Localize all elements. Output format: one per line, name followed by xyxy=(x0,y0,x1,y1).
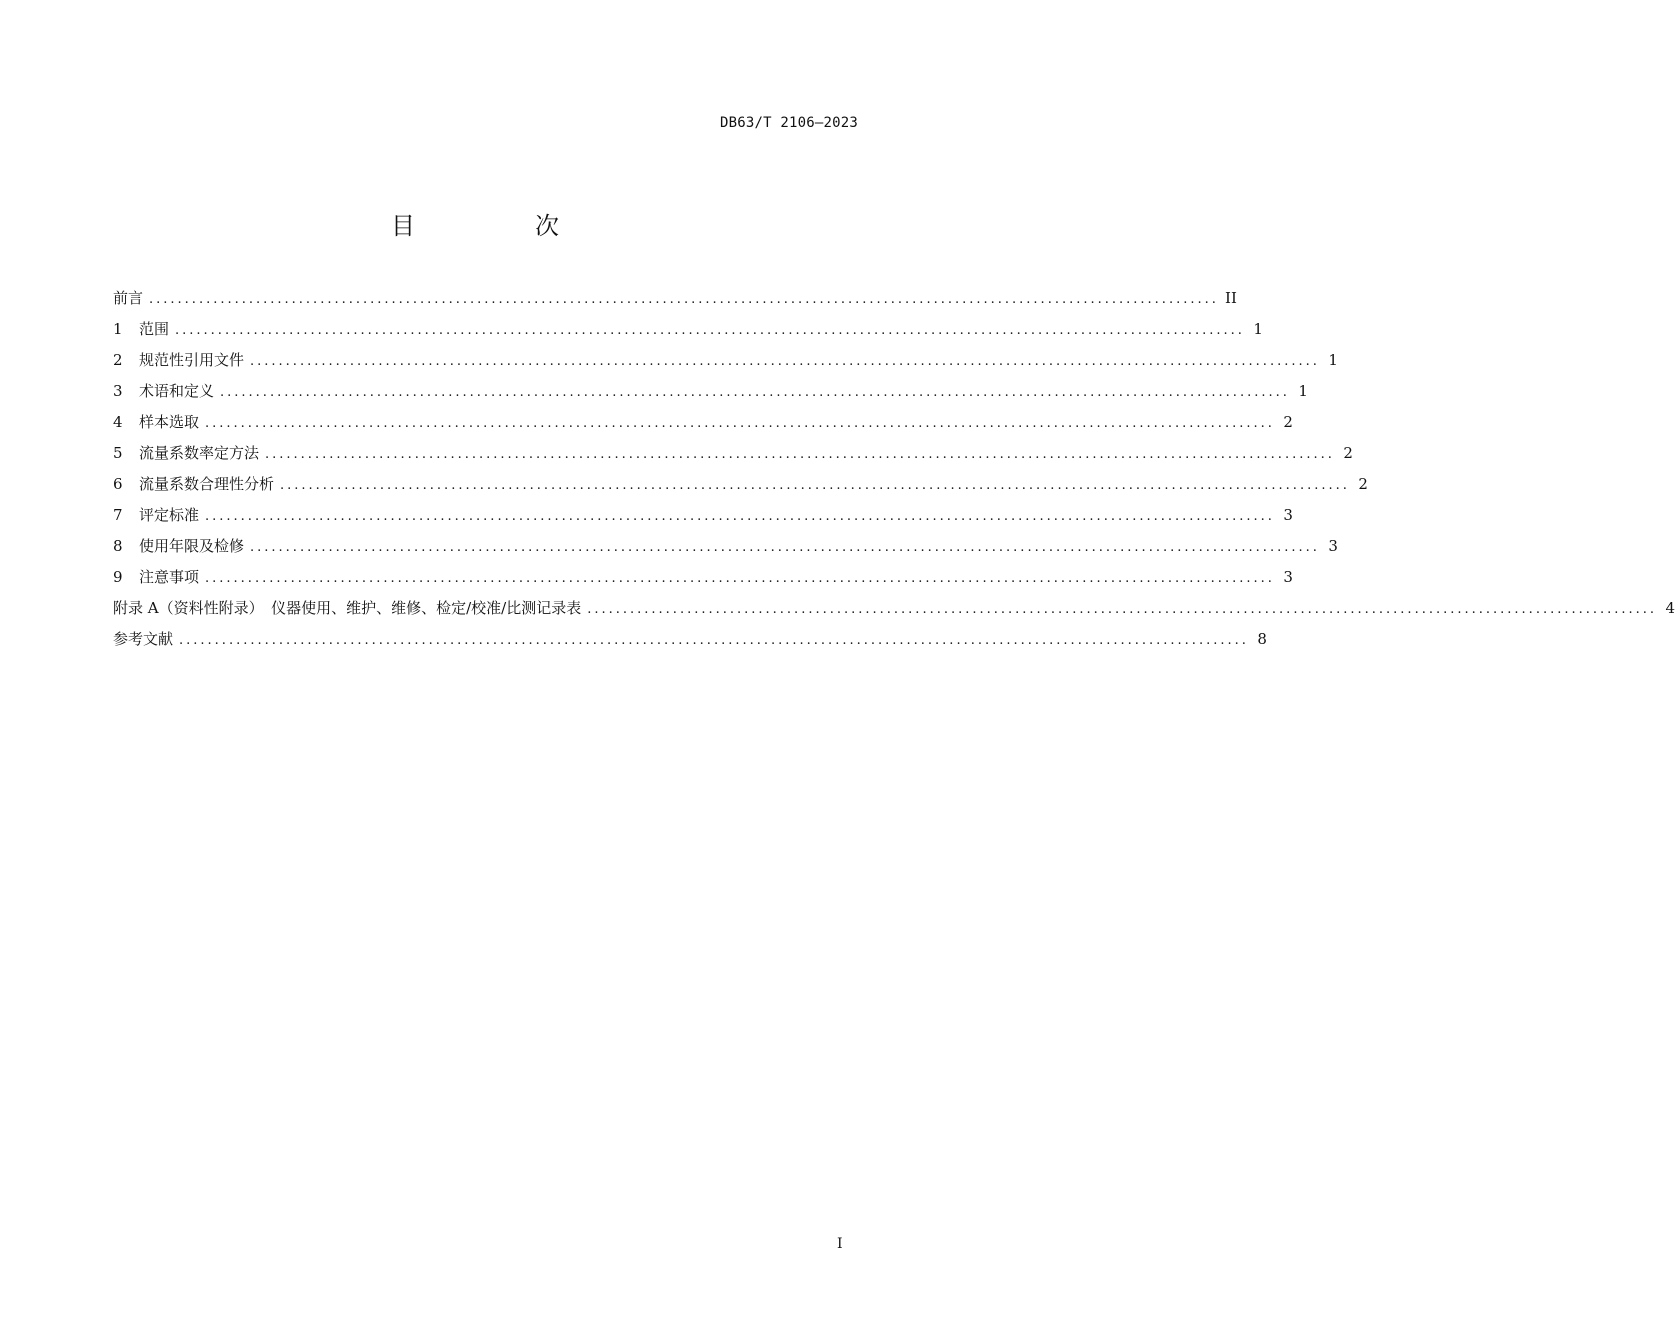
toc-entry-number: 7 xyxy=(113,506,123,524)
toc-entry-page: 1 xyxy=(1298,382,1308,400)
dot-leader: ...................................................................................................................................................... xyxy=(205,416,1275,431)
toc-entry-page: 3 xyxy=(1283,506,1293,524)
toc-entry-calibration-method[interactable] xyxy=(113,442,1353,473)
toc-entry-number: 6 xyxy=(113,475,123,493)
toc-entry-number: 5 xyxy=(113,444,123,462)
toc-entry-evaluation-criteria[interactable] xyxy=(113,504,1293,535)
toc-entry-page: 4 xyxy=(1665,599,1675,617)
toc-entry-label: 5 流量系数率定方法 xyxy=(113,444,260,462)
dot-leader: ...................................................................................................................................................... xyxy=(250,354,1320,369)
toc-entry-number: 3 xyxy=(113,382,123,400)
toc-entry-label: 7 评定标准 xyxy=(113,506,200,524)
toc-title: 目 次 xyxy=(391,212,607,240)
toc-entry-service-life[interactable] xyxy=(113,535,1338,566)
table-of-contents xyxy=(113,287,1675,659)
dot-leader: ...................................................................................................................................................... xyxy=(205,509,1275,524)
dot-leader: ...................................................................................................................................................... xyxy=(149,292,1219,307)
toc-entry-precautions[interactable] xyxy=(113,566,1293,597)
toc-entry-page: II xyxy=(1225,289,1237,307)
toc-entry-label: 3 术语和定义 xyxy=(113,382,215,400)
toc-entry-appendix-a[interactable] xyxy=(113,597,1675,628)
toc-entry-normative-references[interactable] xyxy=(113,349,1338,380)
toc-entry-label: 6 流量系数合理性分析 xyxy=(113,475,275,493)
toc-entry-page: 1 xyxy=(1253,320,1263,338)
toc-entry-page: 3 xyxy=(1283,568,1293,586)
dot-leader: ...................................................................................................................................................... xyxy=(280,478,1350,493)
toc-entry-label: 2 规范性引用文件 xyxy=(113,351,245,369)
toc-entry-number: 8 xyxy=(113,537,123,555)
toc-entry-number: 9 xyxy=(113,568,123,586)
dot-leader: ...................................................................................................................................................... xyxy=(175,323,1245,338)
document-code: DB63/T 2106—2023 xyxy=(719,115,858,131)
toc-entry-bibliography[interactable] xyxy=(113,628,1267,659)
toc-entry-sample-selection[interactable] xyxy=(113,411,1293,442)
toc-entry-page: 2 xyxy=(1343,444,1353,462)
toc-entry-scope[interactable] xyxy=(113,318,1263,349)
toc-entry-page: 2 xyxy=(1283,413,1293,431)
dot-leader: ...................................................................................................................................................... xyxy=(250,540,1320,555)
toc-entry-label: 参考文献 xyxy=(113,630,174,648)
toc-entry-number: 2 xyxy=(113,351,123,369)
toc-entry-number: 1 xyxy=(113,320,123,338)
toc-entry-terms[interactable] xyxy=(113,380,1308,411)
toc-entry-page: 8 xyxy=(1257,630,1267,648)
dot-leader: ...................................................................................................................................................... xyxy=(179,633,1249,648)
toc-entry-label: 附录 A（资料性附录） 仪器使用、维护、维修、检定/校准/比测记录表 xyxy=(113,599,582,617)
toc-entry-foreword[interactable] xyxy=(113,287,1237,318)
toc-entry-page: 2 xyxy=(1358,475,1368,493)
toc-entry-page: 3 xyxy=(1328,537,1338,555)
dot-leader: ...................................................................................................................................................... xyxy=(205,571,1275,586)
toc-entry-label: 8 使用年限及检修 xyxy=(113,537,245,555)
toc-entry-number: 4 xyxy=(113,413,123,431)
page-number: I xyxy=(837,1236,843,1252)
dot-leader: ...................................................................................................................................................... xyxy=(265,447,1335,462)
dot-leader: ...................................................................................................................................................... xyxy=(587,602,1658,617)
toc-entry-page: 1 xyxy=(1328,351,1338,369)
toc-entry-label: 1 范围 xyxy=(113,320,170,338)
toc-entry-label: 4 样本选取 xyxy=(113,413,200,431)
dot-leader: ...................................................................................................................................................... xyxy=(220,385,1290,400)
toc-entry-label: 前言 xyxy=(113,289,144,307)
toc-entry-label: 9 注意事项 xyxy=(113,568,200,586)
toc-entry-rationality-analysis[interactable] xyxy=(113,473,1368,504)
